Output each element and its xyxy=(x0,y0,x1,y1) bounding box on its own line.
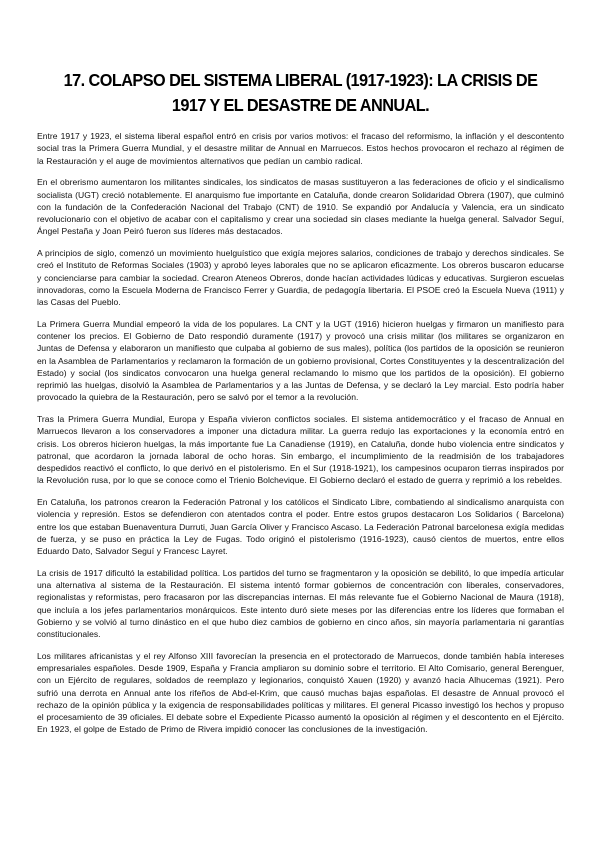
paragraph-marruecos: Los militares africanistas y el rey Alfonso XIII favorecían la presencia en el protectorado de Marruecos, donde también había intereses empresariales españoles. Desde 1909, España y Francia ampliaron su dominio sobre el territorio. El Alto Comisario, general Berenguer, con un Ejército de regulares, soldados de reemplazo y legionarios, conquistó Xauen (1920) y avanzó hacia Alhucemas (1921). Pero sufrió una derrota en Annual ante los rifeños de Abd-el-Krim, que causó muchas bajas españolas. El desastre de Annual provocó el rechazo de la opinión pública y la exigencia de responsabilidades políticas y militares. El general Picasso investigó los hechos y propuso el procesamiento de 39 oficiales. El debate sobre el Expediente Picasso aumentó la oposición al régimen y el descontento en el Ejército. En 1923, el golpe de Estado de Primo de Rivera impidió conocer las conclusiones de la investigación. xyxy=(37,650,564,735)
paragraph-pistolerismo: En Cataluña, los patronos crearon la Federación Patronal y los católicos el Sindicato Libre, combatiendo al sindicalismo anarquista con violencia y represión. Estos se defendieron con atentados contra el poder. Entre estos grupos destacaron Los Solidarios ( Barcelona) entre los que estaban Buenaventura Durruti, Juan García Oliver y Francisco Ascaso. La Federación Patronal barcelonesa exigía medidas de fuerza, y se puso en práctica la Ley de Fugas. Todo originó el pistolerismo (1916-1923), causó cientos de muertos, entre ellos Eduardo Dato, Salvador Seguí y Francesc Layret. xyxy=(37,497,564,556)
paragraph-huelguistico: A principios de siglo, comenzó un movimiento huelguístico que exigía mejores salarios, condiciones de trabajo y derechos sindicales. Se creó el Instituto de Reformas Sociales (1903) y aprobó leyes laborales que no se aplicaron eficazmente. Los obreros buscaron educarse y concienciarse para cambiar la sociedad. Crearon Ateneos Obreros, donde hacían actividades lúdicas y educativas. Surgieron escuelas innovadoras, como la Escuela Moderna de Francisco Ferrer y Guardia, de pedagogía libertaria. El PSOE creó la Escuela Nueva (1911) y las Casas del Pueblo. xyxy=(37,248,564,307)
document-title: 17. COLAPSO DEL SISTEMA LIBERAL (1917-1923): LA CRISIS DE 1917 Y EL DESASTRE DE ANNUAL. xyxy=(63,70,538,115)
paragraph-posguerra: Tras la Primera Guerra Mundial, Europa y España vivieron conflictos sociales. El sistema antidemocrático y el fracaso de Annual en Marruecos llevaron a los conservadores a imponer una dictadura militar. La guerra redujo las exportaciones y la economía entró en crisis. Los obreros hicieron huelgas, la más importante fue La Canadiense (1919), en Cataluña, donde hubo violencia entre sindicatos y patronal, que acordaron la jornada laboral de ocho horas. Sin embargo, el incumplimiento de la readmisión de los trabajadores despedidos reactivó el conflicto, lo que derivó en el pistolerismo. En el Sur (1918-1921), los campesinos ocuparon tierras inspirados por la Revolución rusa, por lo que se conoce como el Trienio Bolchevique. El Gobierno declaró el estado de guerra y reprimió a los rebeldes. xyxy=(37,414,564,486)
paragraph-intro: Entre 1917 y 1923, el sistema liberal español entró en crisis por varios motivos: el fracaso del reformismo, la inflación y el descontento social tras la Primera Guerra Mundial, y el desastre militar de Annual en Marruecos. Estos hechos provocaron el rechazo al régimen de la Restauración y el auge de movimientos alternativos que pedían un cambio radical. xyxy=(37,131,564,166)
paragraph-crisis-politica: La crisis de 1917 dificultó la estabilidad política. Los partidos del turno se fragmentaron y la oposición se debilitó, lo que impedía articular una alternativa al sistema de la Restauración. El sistema intentó formar gobiernos de concentración con liberales, conservadores, regionalistas y reformistas, pero fracasaron por las discrepancias internas. El más relevante fue el Gobierno Nacional de Maura (1918), que incluía a los jefes parlamentarios monárquicos. Este intento duró siete meses por las diferencias entre los líderes que formaban el Gobierno y se volvió al turno dinástico en el que hubo diez cambios de gobierno en cinco años, sin mayoría parlamentaria ni garantías constitucionales. xyxy=(37,567,564,639)
paragraph-primera-guerra: La Primera Guerra Mundial empeoró la vida de los populares. La CNT y la UGT (1916) hicieron huelgas y firmaron un manifiesto para contener los precios. El Gobierno de Dato respondió duramente (1917) y provocó una crisis militar (los militares se organizaron en Juntas de Defensa y elaboraron un manifiesto que culpaba al gobierno de sus males), política (los partidos de la oposición se reunieron en la Asamblea de Parlamentarios y reclamaron la formación de un gobierno provisional, Cortes Constituyentes y la descentralización del Estado) y social (los sindicatos convocaron una huelga general reclamando lo mismo que los partidos de la oposición). El gobierno reprimió las huelgas, disolvió la Asamblea de Parlamentarios y a las Juntas de Defensa, y se declaró la Ley marcial. Esto podría haber provocado la quiebra de la Restauración, pero se salvó por el temor a la revolución. xyxy=(37,318,564,403)
paragraph-obrerismo: En el obrerismo aumentaron los militantes sindicales, los sindicatos de masas sustituyeron a las federaciones de oficio y el sindicalismo socialista (UGT) creció notablemente. El anarquismo fue importante en Cataluña, donde crearon Solidaridad Obrera (1907), que culminó con la fundación de la Confederación Nacional del Trabajo (CNT) de 1910. Se expandió por Andalucía y Valencia, era un sindicato revolucionario con el objetivo de acabar con el capitalismo y crear una sociedad sin clases mediante la huelga general. Salvador Seguí, Ángel Pestaña y Joan Peiró fueron sus líderes más destacados. xyxy=(37,177,564,237)
